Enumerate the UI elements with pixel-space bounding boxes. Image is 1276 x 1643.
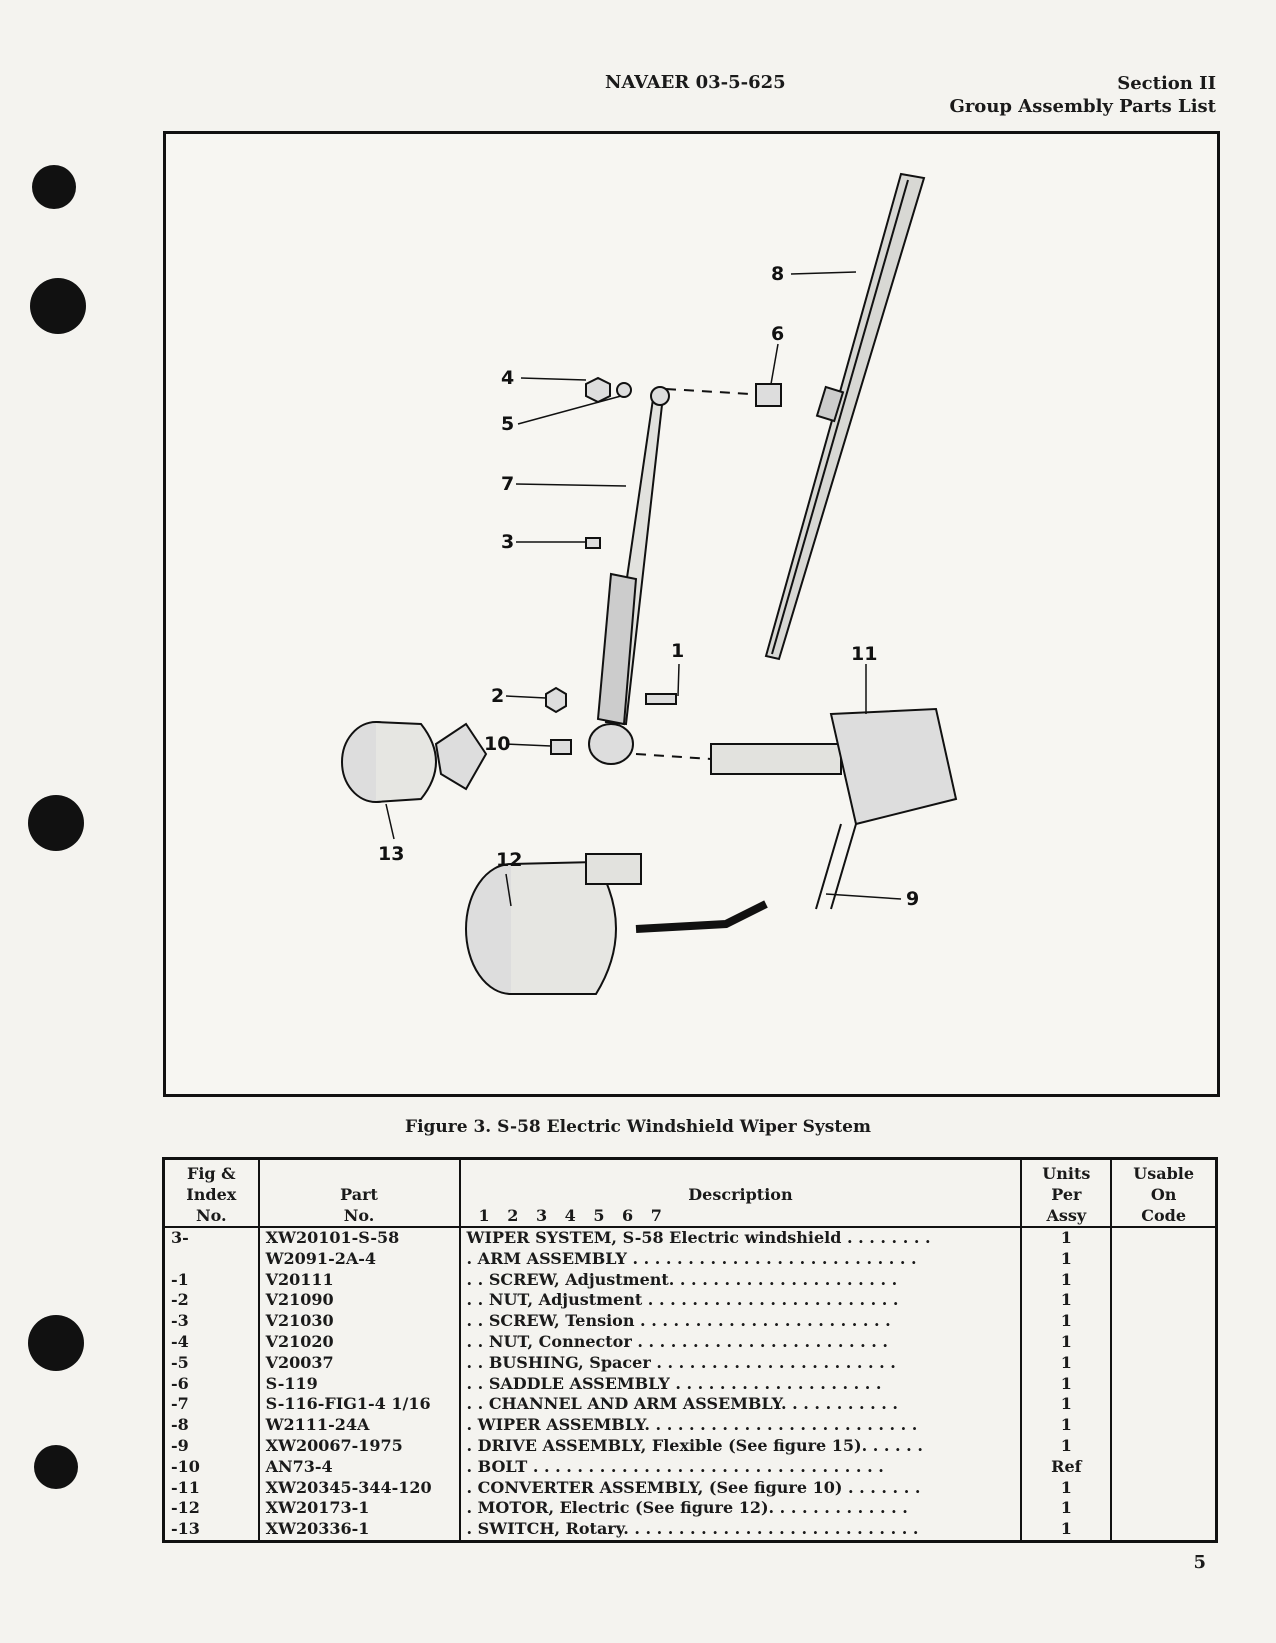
table-row bbox=[164, 1353, 1217, 1374]
cell-description: WIPER SYSTEM, S-58 Electric windshield . . . . . . . . bbox=[460, 1227, 1022, 1249]
cell-description: . WIPER ASSEMBLY. . . . . . . . . . . . . . . . . . . . . . . . . bbox=[460, 1415, 1022, 1436]
callout-3: 3 bbox=[501, 531, 515, 553]
header-units-line: Units bbox=[1042, 1164, 1091, 1183]
cell-description: . . NUT, Connector . . . . . . . . . . . . . . . . . . . . . . . bbox=[460, 1332, 1022, 1353]
callout-12: 12 bbox=[496, 849, 523, 871]
table-row bbox=[164, 1519, 1217, 1541]
cell-part-no: XW20345-344-120 bbox=[259, 1478, 460, 1499]
header-fig-line: No. bbox=[195, 1206, 227, 1225]
header-fig-index bbox=[164, 1159, 259, 1228]
table-body bbox=[164, 1227, 1217, 1541]
cell-description: . . NUT, Adjustment . . . . . . . . . . . . . . . . . . . . . . . bbox=[460, 1290, 1022, 1311]
cell-fig-index: -8 bbox=[164, 1415, 259, 1436]
cell-description: . MOTOR, Electric (See figure 12). . . . . . . . . . . . . bbox=[460, 1498, 1022, 1519]
cell-units: 1 bbox=[1021, 1227, 1111, 1249]
cell-part-no: XW20101-S-58 bbox=[259, 1227, 460, 1249]
cell-usable-code bbox=[1111, 1270, 1216, 1291]
figure-illustration bbox=[163, 131, 1220, 1097]
header-units-line: Assy bbox=[1046, 1206, 1087, 1225]
table-row bbox=[164, 1332, 1217, 1353]
header-part-line: No. bbox=[343, 1206, 375, 1225]
cell-part-no: S-116-FIG1-4 1/16 bbox=[259, 1394, 460, 1415]
cell-part-no: W2091-2A-4 bbox=[259, 1249, 460, 1270]
cell-usable-code bbox=[1111, 1353, 1216, 1374]
cell-units: 1 bbox=[1021, 1332, 1111, 1353]
cell-usable-code bbox=[1111, 1332, 1216, 1353]
cell-part-no: XW20067-1975 bbox=[259, 1436, 460, 1457]
table-row bbox=[164, 1270, 1217, 1291]
cell-part-no: V21030 bbox=[259, 1311, 460, 1332]
table-row bbox=[164, 1436, 1217, 1457]
cell-description: . CONVERTER ASSEMBLY, (See figure 10) . . . . . . . bbox=[460, 1478, 1022, 1499]
table-row bbox=[164, 1457, 1217, 1478]
table-row bbox=[164, 1311, 1217, 1332]
callout-2: 2 bbox=[491, 685, 505, 707]
cell-fig-index: -9 bbox=[164, 1436, 259, 1457]
cell-fig-index: -12 bbox=[164, 1498, 259, 1519]
table-header-row bbox=[164, 1159, 1217, 1228]
header-units-line: Per bbox=[1051, 1185, 1082, 1204]
wiper-system-drawing bbox=[166, 134, 1217, 1094]
cell-units: 1 bbox=[1021, 1249, 1111, 1270]
cell-description: . . SADDLE ASSEMBLY . . . . . . . . . . . . . . . . . . . bbox=[460, 1374, 1022, 1395]
header-fig-line: Fig & bbox=[186, 1164, 236, 1183]
binder-hole bbox=[34, 1445, 78, 1489]
header-fig-line: Index bbox=[186, 1185, 237, 1204]
section-header bbox=[949, 72, 1216, 118]
cell-usable-code bbox=[1111, 1436, 1216, 1457]
cell-fig-index: -2 bbox=[164, 1290, 259, 1311]
cell-part-no: XW20336-1 bbox=[259, 1519, 460, 1541]
header-usable-code bbox=[1111, 1159, 1216, 1228]
cell-units: 1 bbox=[1021, 1374, 1111, 1395]
cell-description: . BOLT . . . . . . . . . . . . . . . . . . . . . . . . . . . . . . . . bbox=[460, 1457, 1022, 1478]
cell-fig-index: -6 bbox=[164, 1374, 259, 1395]
binder-hole bbox=[32, 165, 76, 209]
binder-hole bbox=[28, 795, 84, 851]
cell-part-no: AN73-4 bbox=[259, 1457, 460, 1478]
header-indent-levels: 1 2 3 4 5 6 7 bbox=[478, 1206, 668, 1225]
doc-number: NAVAER 03-5-625 bbox=[605, 72, 786, 93]
cell-part-no: V21090 bbox=[259, 1290, 460, 1311]
header-units bbox=[1021, 1159, 1111, 1228]
header-code-line: Usable bbox=[1133, 1164, 1195, 1183]
cell-fig-index bbox=[164, 1249, 259, 1270]
cell-fig-index: -7 bbox=[164, 1394, 259, 1415]
cell-fig-index: -11 bbox=[164, 1478, 259, 1499]
section-label: Section II bbox=[1117, 73, 1216, 94]
table-row bbox=[164, 1249, 1217, 1270]
cell-units: 1 bbox=[1021, 1394, 1111, 1415]
cell-part-no: XW20173-1 bbox=[259, 1498, 460, 1519]
header-part-no bbox=[259, 1159, 460, 1228]
cell-part-no: V20037 bbox=[259, 1353, 460, 1374]
cell-usable-code bbox=[1111, 1415, 1216, 1436]
cell-description: . ARM ASSEMBLY . . . . . . . . . . . . . . . . . . . . . . . . . . bbox=[460, 1249, 1022, 1270]
header-part-line: Part bbox=[340, 1185, 378, 1204]
cell-units: 1 bbox=[1021, 1415, 1111, 1436]
callout-8: 8 bbox=[771, 263, 785, 285]
callout-9: 9 bbox=[906, 888, 920, 910]
cell-units: 1 bbox=[1021, 1311, 1111, 1332]
callout-10: 10 bbox=[484, 733, 511, 755]
cell-usable-code bbox=[1111, 1498, 1216, 1519]
table-row bbox=[164, 1415, 1217, 1436]
cell-fig-index: -1 bbox=[164, 1270, 259, 1291]
cell-part-no: V20111 bbox=[259, 1270, 460, 1291]
cell-usable-code bbox=[1111, 1311, 1216, 1332]
cell-part-no: S-119 bbox=[259, 1374, 460, 1395]
callout-5: 5 bbox=[501, 413, 515, 435]
cell-usable-code bbox=[1111, 1374, 1216, 1395]
cell-usable-code bbox=[1111, 1249, 1216, 1270]
cell-part-no: V21020 bbox=[259, 1332, 460, 1353]
header-description bbox=[460, 1159, 1022, 1228]
callout-11: 11 bbox=[851, 643, 878, 665]
callout-13: 13 bbox=[378, 843, 405, 865]
cell-units: 1 bbox=[1021, 1519, 1111, 1541]
page-number: 5 bbox=[1193, 1552, 1206, 1573]
cell-units: 1 bbox=[1021, 1270, 1111, 1291]
binder-hole bbox=[28, 1315, 84, 1371]
table-row bbox=[164, 1394, 1217, 1415]
header-code-line: On bbox=[1150, 1185, 1177, 1204]
cell-usable-code bbox=[1111, 1457, 1216, 1478]
cell-description: . DRIVE ASSEMBLY, Flexible (See figure 15). . . . . . bbox=[460, 1436, 1022, 1457]
cell-fig-index: -3 bbox=[164, 1311, 259, 1332]
cell-units: 1 bbox=[1021, 1478, 1111, 1499]
cell-description: . SWITCH, Rotary. . . . . . . . . . . . . . . . . . . . . . . . . . . bbox=[460, 1519, 1022, 1541]
cell-usable-code bbox=[1111, 1519, 1216, 1541]
cell-units: 1 bbox=[1021, 1436, 1111, 1457]
cell-usable-code bbox=[1111, 1290, 1216, 1311]
cell-part-no: W2111-24A bbox=[259, 1415, 460, 1436]
cell-units: 1 bbox=[1021, 1290, 1111, 1311]
cell-fig-index: -4 bbox=[164, 1332, 259, 1353]
cell-usable-code bbox=[1111, 1227, 1216, 1249]
cell-fig-index: -13 bbox=[164, 1519, 259, 1541]
cell-usable-code bbox=[1111, 1394, 1216, 1415]
binder-hole bbox=[30, 278, 86, 334]
cell-units: 1 bbox=[1021, 1498, 1111, 1519]
cell-usable-code bbox=[1111, 1478, 1216, 1499]
section-title: Group Assembly Parts List bbox=[949, 96, 1216, 117]
callout-4: 4 bbox=[501, 367, 515, 389]
table-row bbox=[164, 1498, 1217, 1519]
parts-list-table bbox=[162, 1157, 1218, 1543]
table-row bbox=[164, 1374, 1217, 1395]
cell-description: . . SCREW, Adjustment. . . . . . . . . . . . . . . . . . . . . bbox=[460, 1270, 1022, 1291]
header-code-line: Code bbox=[1141, 1206, 1187, 1225]
cell-fig-index: 3- bbox=[164, 1227, 259, 1249]
table-row bbox=[164, 1227, 1217, 1249]
cell-description: . . BUSHING, Spacer . . . . . . . . . . . . . . . . . . . . . . bbox=[460, 1353, 1022, 1374]
callout-6: 6 bbox=[771, 323, 785, 345]
callout-1: 1 bbox=[671, 640, 685, 662]
header-description-label: Description bbox=[688, 1185, 793, 1204]
cell-description: . . SCREW, Tension . . . . . . . . . . . . . . . . . . . . . . . bbox=[460, 1311, 1022, 1332]
cell-units: Ref bbox=[1021, 1457, 1111, 1478]
cell-units: 1 bbox=[1021, 1353, 1111, 1374]
cell-fig-index: -10 bbox=[164, 1457, 259, 1478]
callout-7: 7 bbox=[501, 473, 515, 495]
cell-fig-index: -5 bbox=[164, 1353, 259, 1374]
table-row bbox=[164, 1478, 1217, 1499]
cell-description: . . CHANNEL AND ARM ASSEMBLY. . . . . . . . . . . bbox=[460, 1394, 1022, 1415]
table-row bbox=[164, 1290, 1217, 1311]
figure-caption: Figure 3. S-58 Electric Windshield Wiper System bbox=[405, 1117, 871, 1137]
